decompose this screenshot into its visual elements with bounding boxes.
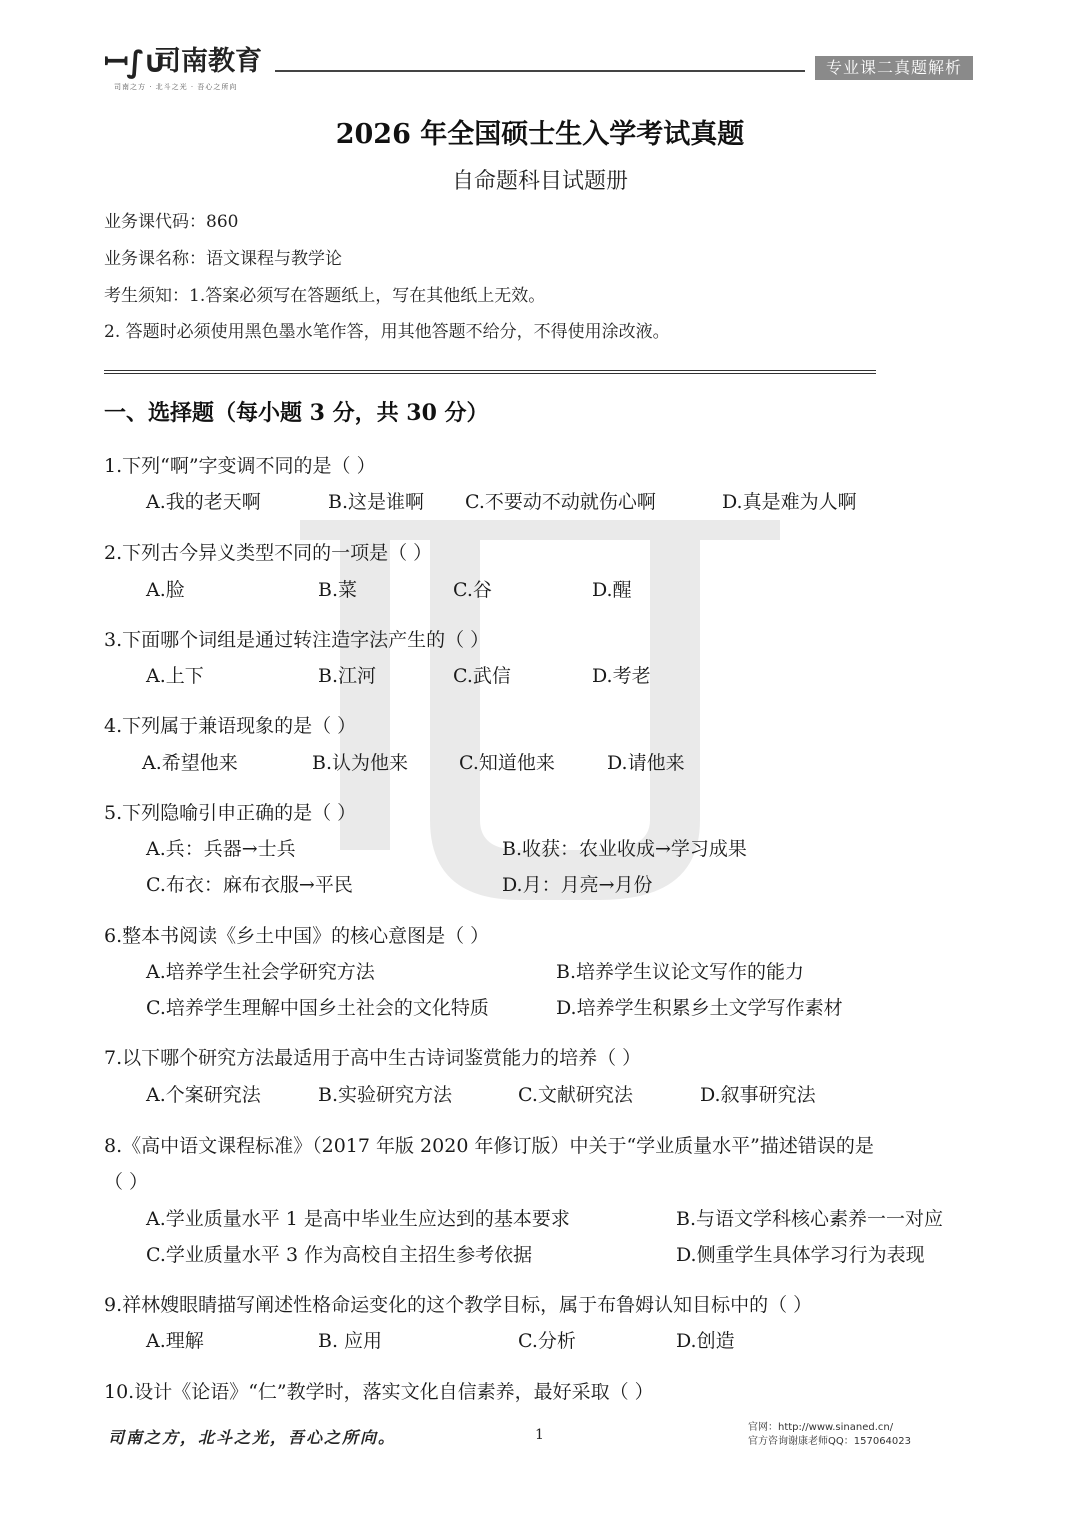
option-4b: B.认为他来 [312, 752, 409, 774]
option-4c: C.知道他来 [459, 752, 555, 774]
option-7a: A.个案研究法 [146, 1084, 261, 1106]
logo [104, 44, 269, 94]
option-5b: B.收获：农业收成→学习成果 [502, 838, 747, 860]
footer-qq: 官方咨询谢康老师QQ：157064023 [748, 1436, 912, 1447]
option-1a: A.我的老天啊 [146, 491, 261, 513]
option-3d: D.考老 [592, 665, 651, 687]
option-5c: C.布衣：麻布衣服→平民 [146, 874, 353, 896]
question-6: 6.整本书阅读《乡土中国》的核心意图是（ ） [104, 925, 490, 947]
question-3: 3.下面哪个词组是通过转注造字法产生的（ ） [104, 629, 490, 651]
option-7b: B.实验研究方法 [318, 1084, 453, 1106]
option-2b: B.菜 [318, 579, 358, 601]
notice-2: 2. 答题时必须使用黑色墨水笔作答，用其他答题不给分，不得使用涂改液。 [104, 322, 670, 342]
exam-title: 2026 年全国硕士生入学考试真题 [335, 119, 745, 150]
footer-website: 官网：http://www.sinaned.cn/ [748, 1422, 894, 1433]
option-3c: C.武信 [453, 665, 511, 687]
option-8c: C.学业质量水平 3 作为高校自主招生参考依据 [146, 1244, 533, 1266]
question-4: 4.下列属于兼语现象的是（ ） [104, 715, 357, 737]
option-7c: C.文献研究法 [518, 1084, 633, 1106]
option-7d: D.叙事研究法 [700, 1084, 816, 1106]
option-4d: D.请他来 [607, 752, 685, 774]
option-5a: A.兵：兵器→士兵 [146, 838, 296, 860]
course-name: 业务课名称：语文课程与教学论 [104, 249, 342, 269]
page-number: 1 [535, 1427, 544, 1443]
notice-1: 考生须知：1.答案必须写在答题纸上，写在其他纸上无效。 [104, 286, 546, 306]
option-8a: A.学业质量水平 1 是高中毕业生应达到的基本要求 [146, 1208, 570, 1230]
option-5d: D.月：月亮→月份 [502, 874, 653, 896]
exam-subtitle: 自命题科目试题册 [451, 169, 628, 194]
option-8d: D.侧重学生具体学习行为表现 [676, 1244, 925, 1266]
option-9d: D.创造 [676, 1330, 735, 1352]
option-8b: B.与语文学科核心素养一一对应 [676, 1208, 944, 1230]
logo-tagline: 司南之方 · 北斗之光 · 吾心之所向 [114, 83, 238, 91]
option-9a: A.理解 [146, 1330, 204, 1352]
option-2a: A.脸 [146, 579, 185, 601]
option-2d: D.醒 [592, 579, 632, 601]
option-6d: D.培养学生积累乡土文学写作素材 [556, 997, 843, 1019]
header-rule [275, 70, 805, 72]
option-4a: A.希望他来 [142, 752, 238, 774]
option-1b: B.这是谁啊 [328, 491, 425, 513]
question-5: 5.下列隐喻引申正确的是（ ） [104, 802, 357, 824]
course-code: 业务课代码：860 [104, 212, 239, 232]
question-8-cont: （ ） [104, 1171, 149, 1193]
section-title: 一、选择题（每小题 3 分，共 30 分） [104, 400, 489, 426]
option-9b: B. 应用 [318, 1330, 383, 1352]
footer-slogan: 司南之方，北斗之光，吾心之所向。 [108, 1428, 397, 1447]
logo-name: 司南教育 [154, 46, 262, 77]
option-3a: A.上下 [146, 665, 204, 687]
option-9c: C.分析 [518, 1330, 576, 1352]
question-1: 1.下列“啊”字变调不同的是（ ） [104, 455, 376, 477]
question-7: 7.以下哪个研究方法最适用于高中生古诗词鉴赏能力的培养（ ） [104, 1047, 642, 1069]
header-badge: 专业课二真题解析 [815, 56, 973, 80]
option-3b: B.江河 [318, 665, 377, 687]
option-2c: C.谷 [453, 579, 492, 601]
option-1c: C.不要动不动就伤心啊 [465, 491, 656, 513]
logo-mark-icon: ꟷ∫∪ [104, 45, 166, 80]
option-1d: D.真是难为人啊 [722, 491, 857, 513]
section-divider [104, 370, 876, 374]
option-6b: B.培养学生议论文写作的能力 [556, 961, 805, 983]
question-9: 9.祥林嫂眼睛描写阐述性格命运变化的这个教学目标，属于布鲁姆认知目标中的（ ） [104, 1294, 813, 1316]
question-8: 8.《高中语文课程标准》（2017 年版 2020 年修订版）中关于“学业质量水平”描述错误的是 [104, 1135, 874, 1157]
question-2: 2.下列古今异义类型不同的一项是（ ） [104, 542, 433, 564]
question-10: 10.设计《论语》“仁”教学时，落实文化自信素养，最好采取（ ） [104, 1381, 654, 1403]
option-6c: C.培养学生理解中国乡土社会的文化特质 [146, 997, 489, 1019]
option-6a: A.培养学生社会学研究方法 [146, 961, 375, 983]
